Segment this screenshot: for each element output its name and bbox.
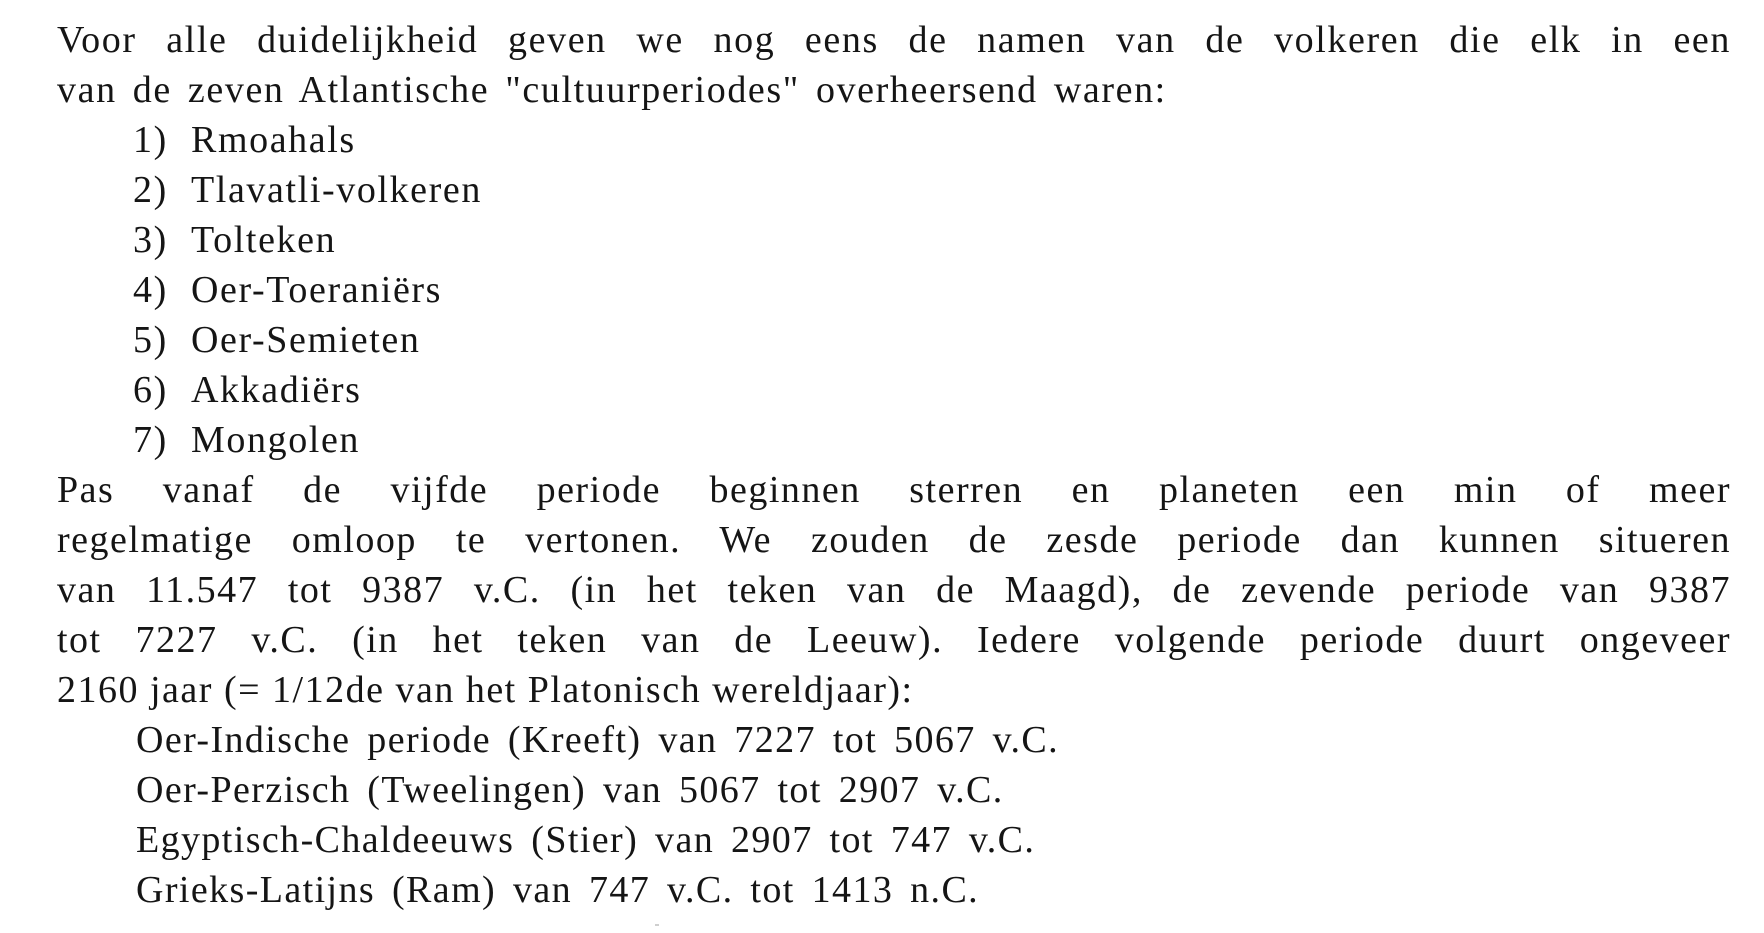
list-item bbox=[133, 165, 482, 215]
paragraph-line-4: tot 7227 v.C. (in het teken van de Leeuw). Iedere volgende periode duurt ongeveer bbox=[57, 619, 1731, 661]
list-item bbox=[133, 215, 482, 265]
period-line-4: Grieks-Latijns (Ram) van 747 v.C. tot 1413 n.C. bbox=[136, 869, 980, 911]
list-item-name: Rmoahals bbox=[191, 119, 356, 161]
list-item bbox=[133, 365, 482, 415]
cultures-list bbox=[133, 115, 482, 465]
list-item bbox=[133, 415, 482, 465]
paragraph-line-1: Pas vanaf de vijfde periode beginnen sterren en planeten een min of meer bbox=[57, 469, 1731, 511]
list-item-number: 2) bbox=[133, 169, 168, 211]
period-line-1: Oer-Indische periode (Kreeft) van 7227 tot 5067 v.C. bbox=[136, 719, 1060, 761]
list-item-number: 3) bbox=[133, 219, 168, 261]
list-item bbox=[133, 115, 482, 165]
list-item-name: Oer-Semieten bbox=[191, 319, 421, 361]
paragraph-line-2: regelmatige omloop te vertonen. We zouden de zesde periode dan kunnen situeren bbox=[57, 519, 1731, 561]
periods-list bbox=[136, 715, 1059, 915]
list-item-name: Tlavatli-volkeren bbox=[191, 169, 482, 211]
list-item bbox=[133, 315, 482, 365]
list-item-number: 7) bbox=[133, 419, 168, 461]
list-item bbox=[133, 265, 482, 315]
intro-paragraph bbox=[57, 15, 1731, 115]
paragraph-line-3: van 11.547 tot 9387 v.C. (in het teken van de Maagd), de zevende periode van 9387 bbox=[57, 569, 1731, 611]
list-item-number: 4) bbox=[133, 269, 168, 311]
intro-line-2: van de zeven Atlantische "cultuurperiodes" overheersend waren: bbox=[57, 69, 1167, 111]
list-item-name: Mongolen bbox=[191, 419, 361, 461]
list-item-number: 1) bbox=[133, 119, 168, 161]
list-item-name: Tolteken bbox=[191, 219, 337, 261]
period-line-3: Egyptisch-Chaldeeuws (Stier) van 2907 tot 747 v.C. bbox=[136, 819, 1036, 861]
list-item-name: Oer-Toeraniërs bbox=[191, 269, 443, 311]
list-item-name: Akkadiërs bbox=[191, 369, 362, 411]
list-item-number: 6) bbox=[133, 369, 168, 411]
period-line-2: Oer-Perzisch (Tweelingen) van 5067 tot 2907 v.C. bbox=[136, 769, 1004, 811]
body-paragraph bbox=[57, 465, 1731, 715]
intro-line-1: Voor alle duidelijkheid geven we nog eens de namen van de volkeren die elk in een bbox=[57, 19, 1731, 61]
paragraph-line-5: 2160 jaar (= 1/12de van het Platonisch wereldjaar): bbox=[57, 669, 914, 711]
list-item-number: 5) bbox=[133, 319, 168, 361]
scan-speck bbox=[655, 924, 659, 926]
